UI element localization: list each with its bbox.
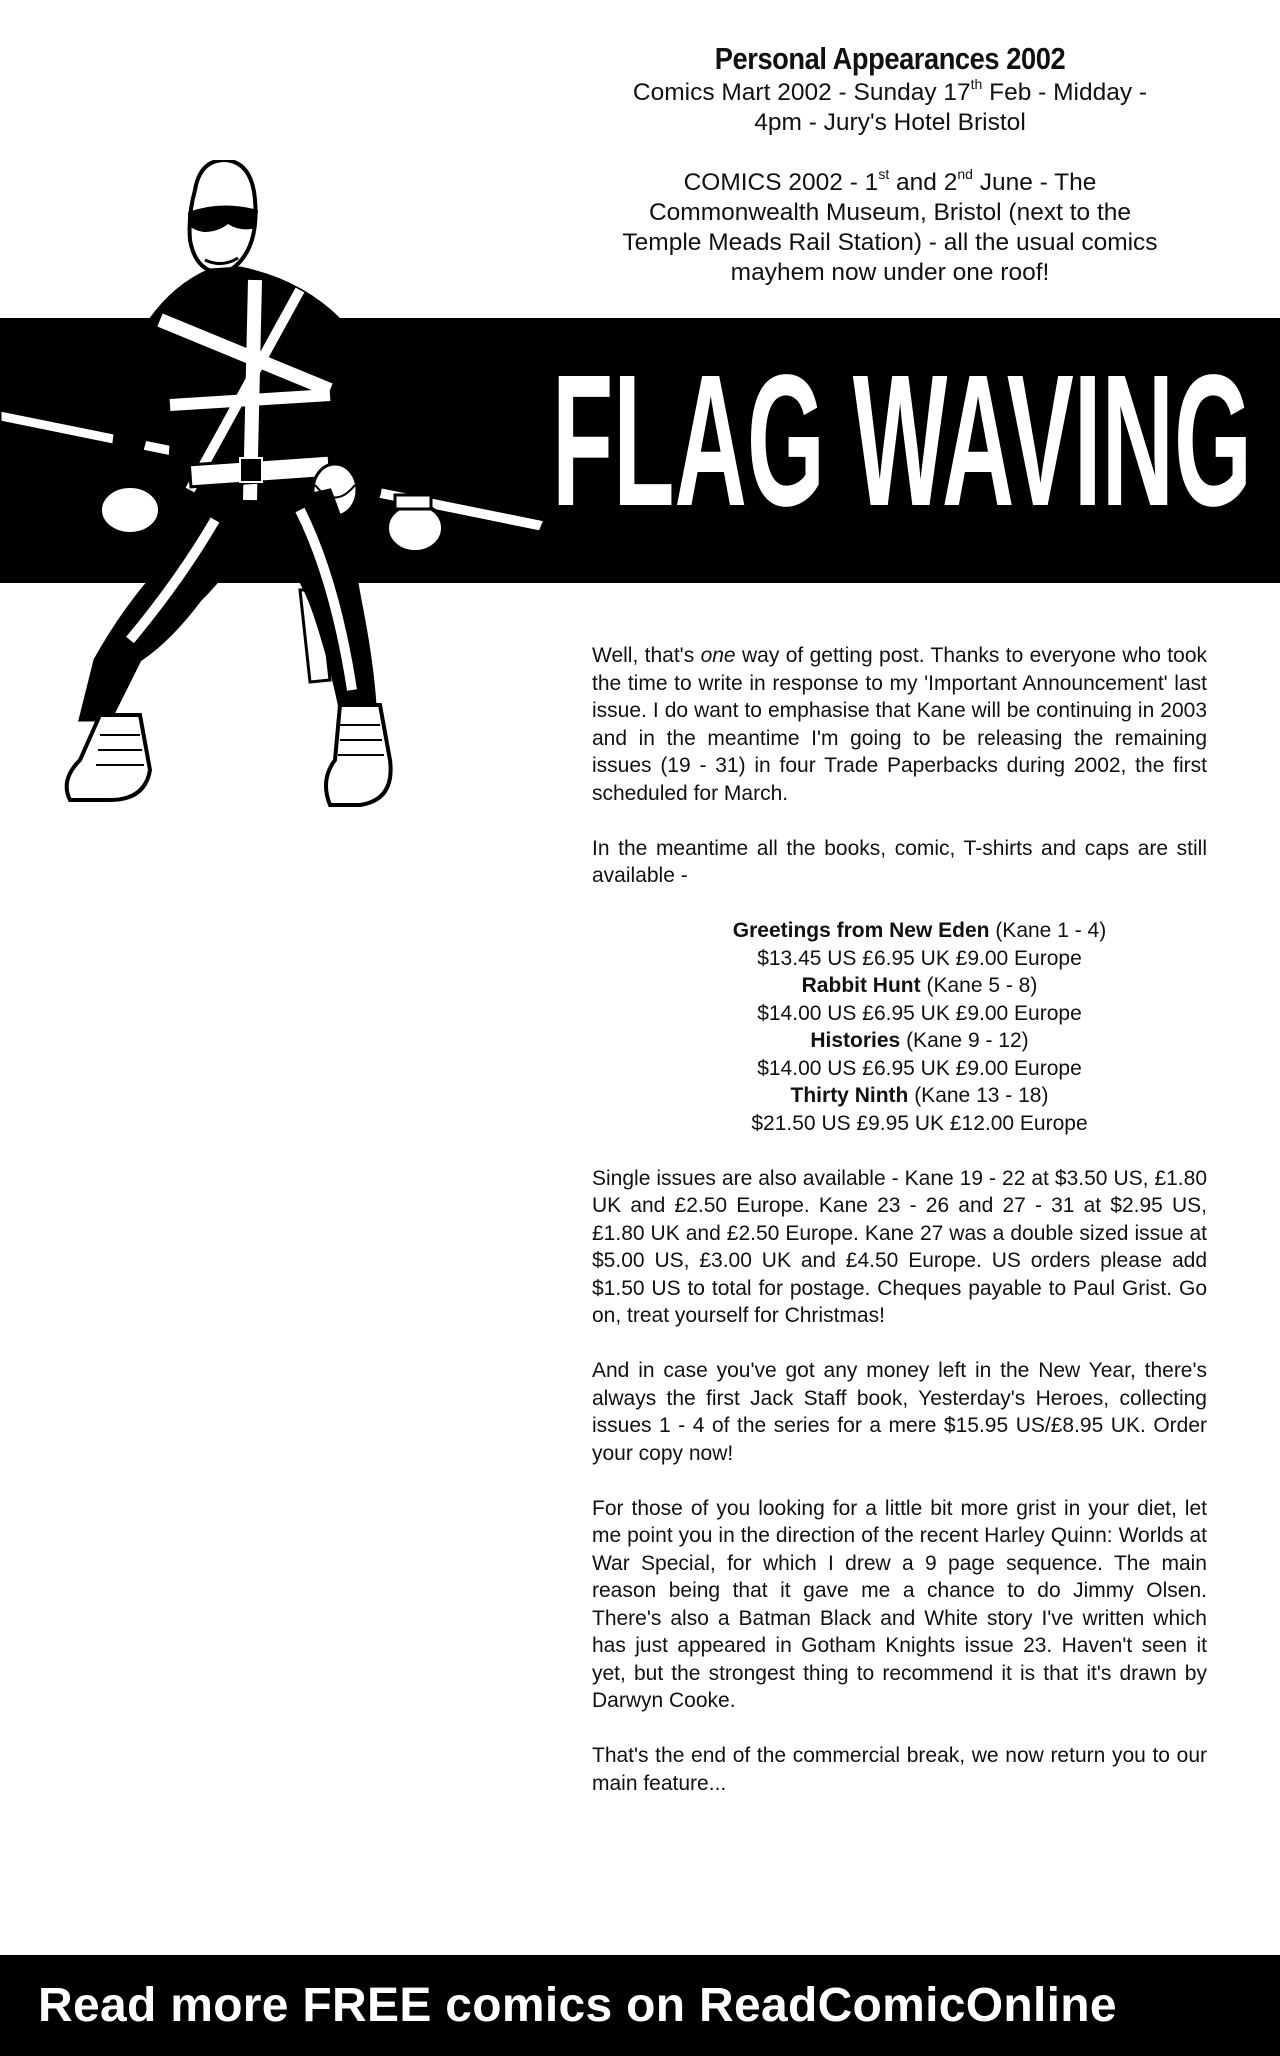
book-issues: (Kane 13 - 18) — [908, 1084, 1049, 1107]
paragraph-1 — [592, 642, 1207, 807]
hero-head — [188, 160, 258, 272]
event1-line2: 4pm - Jury's Hotel Bristol — [754, 109, 1026, 136]
footer-link-text[interactable]: Read more FREE comics on ReadComicOnline — [38, 1979, 1117, 2032]
event2-sup1: st — [878, 165, 890, 182]
event2-text-c: June - The — [972, 169, 1097, 196]
article-body — [592, 642, 1207, 1797]
paragraph-4: And in case you've got any money left in the New Year, there's always the first Jack Staff book, Yesterday's Heroes, collecting issues 1 - 4 of the series for a mere $15.95 US/£8.95 UK. Order your copy now! — [592, 1359, 1207, 1465]
spacer — [580, 138, 1200, 168]
catalogue-item-title-row — [632, 1027, 1207, 1055]
book-issues: (Kane 9 - 12) — [900, 1029, 1029, 1052]
book-title: Greetings from New Eden — [732, 919, 990, 942]
book-issues: (Kane 1 - 4) — [989, 919, 1107, 942]
title-text: FLAG WAVING — [552, 334, 1252, 545]
hero-boots — [67, 705, 391, 805]
paragraph-2: In the meantime all the books, comic, T-shirts and caps are still available - — [592, 836, 1207, 887]
appearances-title: Personal Appearances 2002 — [714, 41, 1066, 76]
book-price: $21.50 US £9.95 UK £12.00 Europe — [751, 1111, 1088, 1135]
event2-text-b: and 2 — [889, 169, 958, 196]
paragraph-5: For those of you looking for a little bit more grist in your diet, let me point you in the direction of the recent Harley Quinn: Worlds at War Special, for which I drew a 9 page sequence. The main reason being that it gave me a chance to do Jimmy Olsen. There's also a Batman Black and White story I've written which has just appeared in Gotham Knights issue 23. Haven't seen it yet, but the strongest thing to recommend it is that it's drawn by Darwyn Cooke. — [592, 1496, 1207, 1712]
book-title: Thirty Ninth — [790, 1084, 909, 1107]
paragraph-3: Single issues are also available - Kane 19 - 22 at $3.50 US, £1.80 UK and £2.50 Europe. Kane 23 - 26 and 27 - 31 at $2.95 US, £1.80 UK and £2.50 Europe. Kane 27 was a double sized issue at $5.00 US, £3.00 UK and £4.50 Europe. US orders please add $1.50 US to total for postage. Cheques payable to Paul Grist. Go on, treat yourself for Christmas! — [592, 1166, 1207, 1327]
appearances-section — [580, 40, 1200, 288]
catalogue-item-title-row — [632, 917, 1207, 945]
p1-text-a: Well, that's — [592, 644, 701, 667]
hero-illustration — [0, 160, 580, 820]
footer-banner[interactable] — [0, 1955, 1280, 2056]
event2-line4: mayhem now under one roof! — [730, 259, 1050, 286]
book-price: $13.45 US £6.95 UK £9.00 Europe — [757, 946, 1082, 970]
event2-text-a: COMICS 2002 - 1 — [683, 169, 879, 196]
book-issues: (Kane 5 - 8) — [920, 974, 1038, 997]
catalogue-item-title-row — [632, 972, 1207, 1000]
flag-waving-title — [530, 330, 1270, 570]
event2-line2: Commonwealth Museum, Bristol (next to the — [648, 199, 1132, 226]
event2-line3: Temple Meads Rail Station) - all the usual comics — [622, 229, 1158, 256]
p1-emphasis: one — [700, 644, 736, 667]
event1-text-a: Comics Mart 2002 - Sunday 17 — [632, 79, 971, 106]
event1-text-b: Feb - Midday - — [982, 79, 1148, 106]
event1-line1 — [580, 75, 1200, 108]
p1-text-b: way of getting post. Thanks to everyone who took the time to write in response to my 'Important Announcement' last issue. I do want to emphasise that Kane will be continuing in 2003 and in the meantime I'm going to be releasing the remaining issues (19 - 31) in four Trade Paperbacks during 2002, the first scheduled for March. — [592, 644, 1207, 805]
book-price: $14.00 US £6.95 UK £9.00 Europe — [757, 1056, 1082, 1080]
event2-sup2: nd — [957, 165, 973, 182]
event2-line1 — [580, 165, 1200, 198]
book-catalogue — [592, 917, 1207, 1137]
paragraph-6: That's the end of the commercial break, we now return you to our main feature... — [592, 1744, 1207, 1795]
title-letters — [552, 335, 1252, 545]
book-title: Rabbit Hunt — [801, 974, 921, 997]
book-title: Histories — [810, 1029, 901, 1052]
event1-sup: th — [970, 75, 983, 92]
catalogue-item-title-row — [632, 1082, 1207, 1110]
book-price: $14.00 US £6.95 UK £9.00 Europe — [757, 1001, 1082, 1025]
